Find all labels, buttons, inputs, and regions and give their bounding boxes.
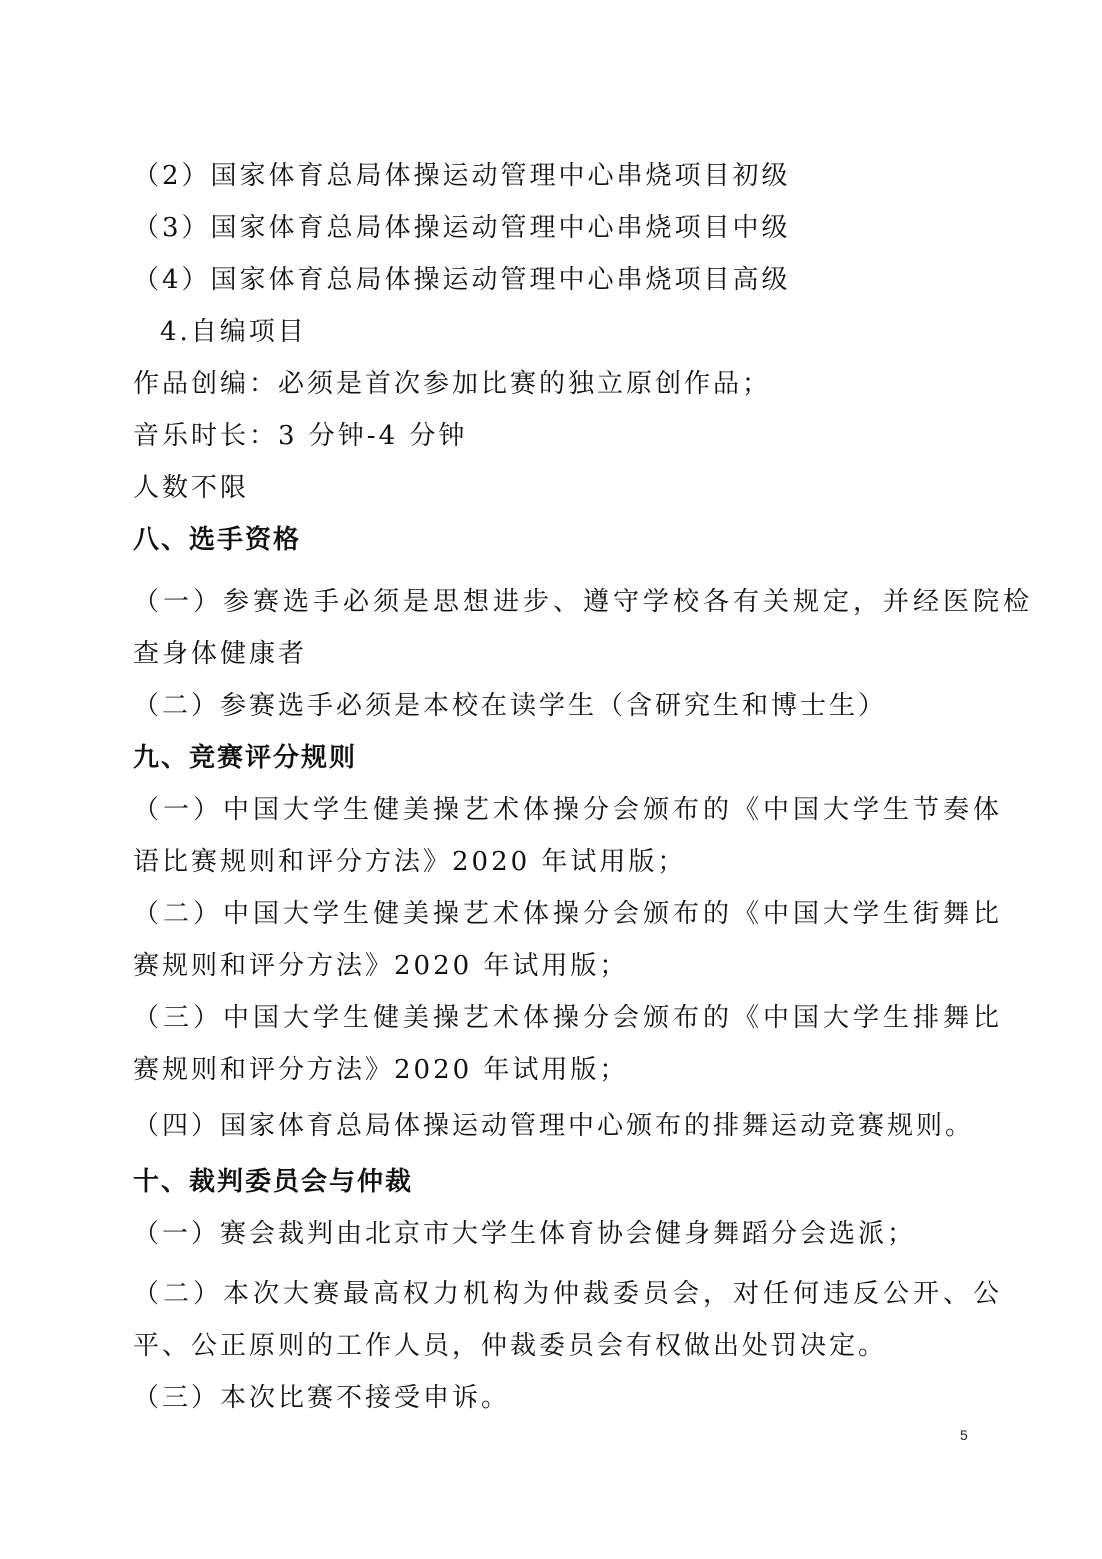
arbitration-rule-2-line-2: 平、公正原则的工作人员，仲裁委员会有权做出处罚决定。 — [133, 1331, 888, 1361]
arbitration-rule-1: （一）赛会裁判由北京市大学生体育协会健身舞蹈分会选派； — [133, 1219, 917, 1249]
section-heading-eligibility: 八、选手资格 — [133, 525, 302, 555]
scoring-rule-3-line-2: 赛规则和评分方法》2020 年试用版； — [133, 1055, 629, 1085]
item-serial-level-advanced: （4）国家体育总局体操运动管理中心串烧项目高级 — [133, 265, 791, 295]
scoring-rule-1-line-1: （一）中国大学生健美操艺术体操分会颁布的《中国大学生节奏体 — [133, 795, 1004, 825]
scoring-rule-4: （四）国家体育总局体操运动管理中心颁布的排舞运动竞赛规则。 — [133, 1111, 975, 1141]
item-self-choreographed: 4.自编项目 — [160, 317, 307, 347]
page-number: 5 — [960, 1427, 968, 1443]
section-heading-judges-arbitration: 十、裁判委员会与仲裁 — [133, 1167, 414, 1197]
item-serial-level-beginner: （2）国家体育总局体操运动管理中心串烧项目初级 — [133, 161, 791, 191]
scoring-rule-1-line-2: 语比赛规则和评分方法》2020 年试用版； — [133, 847, 687, 877]
item-work-creation: 作品创编：必须是首次参加比赛的独立原创作品； — [133, 369, 772, 399]
item-serial-level-intermediate: （3）国家体育总局体操运动管理中心串烧项目中级 — [133, 213, 791, 243]
section-heading-scoring-rules: 九、竞赛评分规则 — [133, 743, 358, 773]
arbitration-rule-2-line-1: （二）本次大赛最高权力机构为仲裁委员会，对任何违反公开、公 — [133, 1279, 1004, 1309]
eligibility-rule-2: （二）参赛选手必须是本校在读学生（含研究生和博士生） — [133, 691, 888, 721]
item-music-duration: 音乐时长：3 分钟-4 分钟 — [133, 421, 468, 451]
arbitration-rule-3: （三）本次比赛不接受申诉。 — [133, 1383, 511, 1413]
item-participant-count: 人数不限 — [133, 473, 250, 503]
scoring-rule-2-line-1: （二）中国大学生健美操艺术体操分会颁布的《中国大学生街舞比 — [133, 899, 1004, 929]
eligibility-rule-1-line-1: （一）参赛选手必须是思想进步、遵守学校各有关规定，并经医院检 — [133, 587, 1034, 617]
scoring-rule-2-line-2: 赛规则和评分方法》2020 年试用版； — [133, 951, 629, 981]
eligibility-rule-1-line-2: 查身体健康者 — [133, 639, 308, 669]
scoring-rule-3-line-1: （三）中国大学生健美操艺术体操分会颁布的《中国大学生排舞比 — [133, 1003, 1004, 1033]
